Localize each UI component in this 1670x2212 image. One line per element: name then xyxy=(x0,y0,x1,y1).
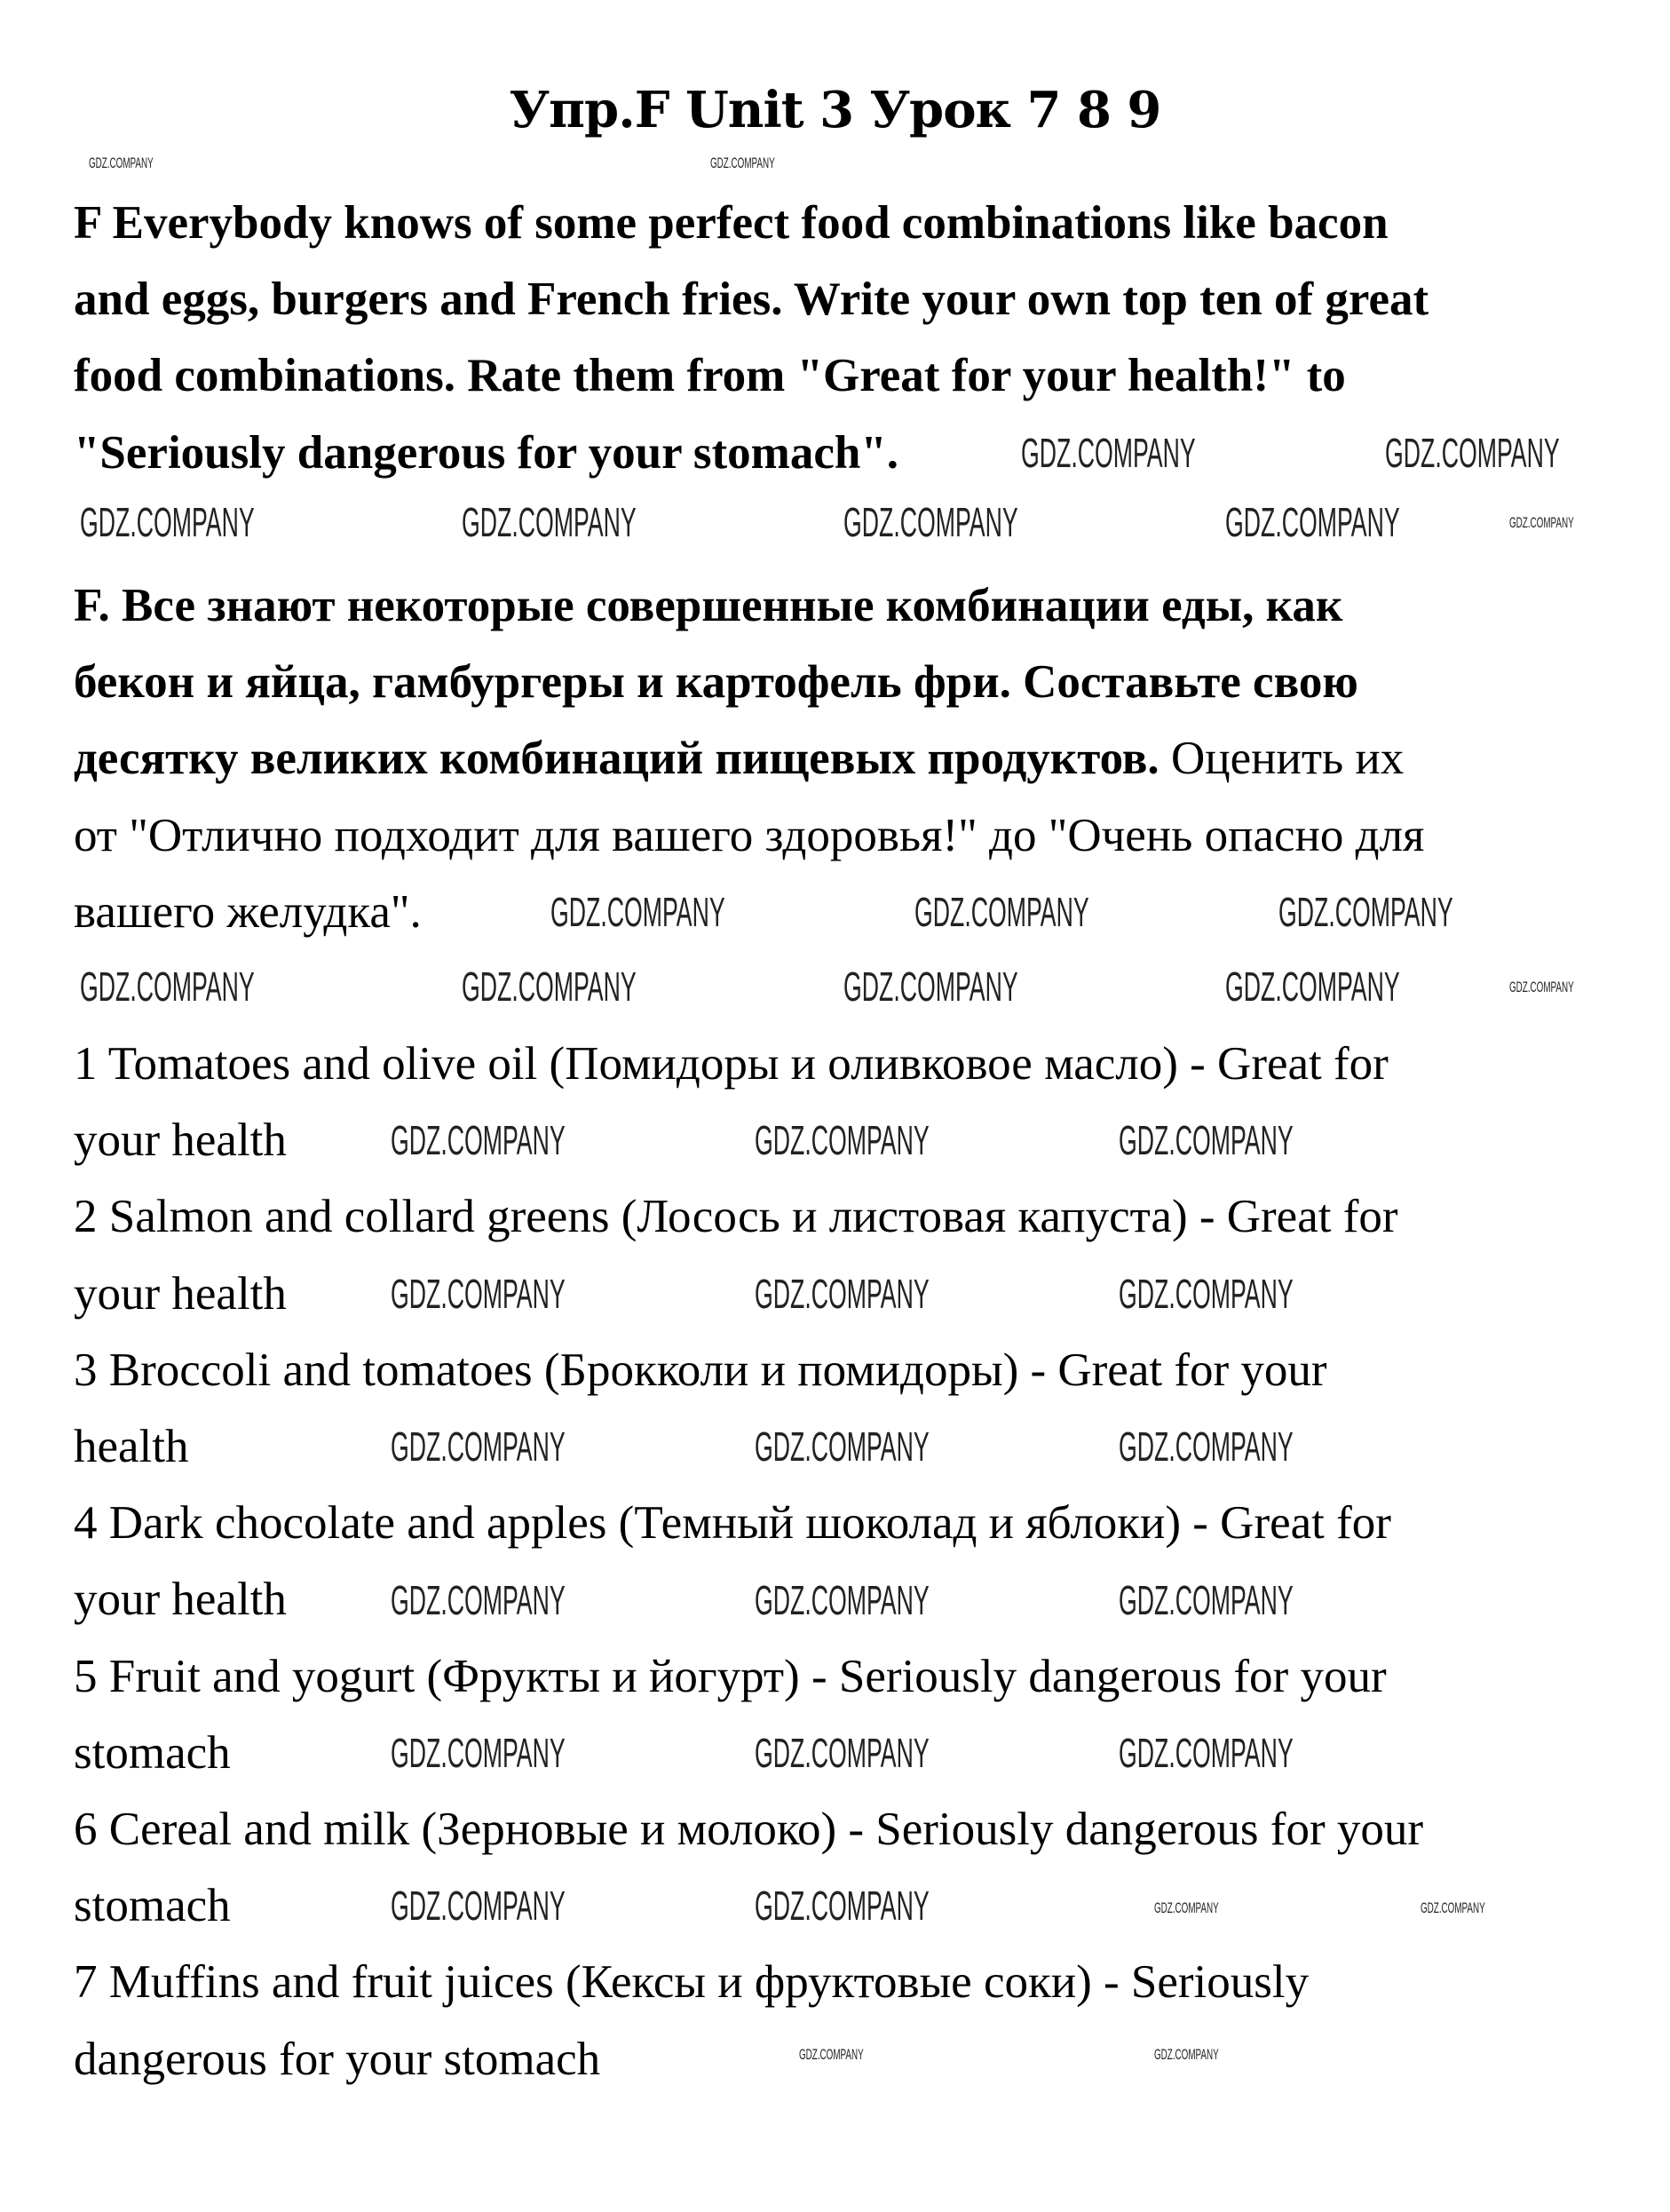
answer-item-line-text: stomach xyxy=(74,1726,231,1779)
answer-item-line-text: dangerous for your stomach xyxy=(74,2033,601,2085)
watermark-text: GDZ.COMPANY xyxy=(1509,979,1574,995)
watermark-text: GDZ.COMPANY xyxy=(755,1117,930,1163)
watermark-text: GDZ.COMPANY xyxy=(1119,1730,1294,1776)
task-en-line-text: F Everybody knows of some perfect food combinations like bacon xyxy=(74,197,1389,249)
watermark-text: GDZ.COMPANY xyxy=(914,889,1089,935)
task-en-line-text: food combinations. Rate them from "Great for your health!" to xyxy=(74,350,1346,402)
answer-item-line-text: 5 Fruit and yogurt (Фрукты и йогурт) - Seriously dangerous for your xyxy=(74,1650,1387,1702)
watermark-text: GDZ.COMPANY xyxy=(755,1730,930,1776)
answer-item-line xyxy=(74,1342,1327,1399)
watermark-text: GDZ.COMPANY xyxy=(1225,499,1400,545)
answer-item-line xyxy=(74,1571,287,1628)
watermark-text: GDZ.COMPANY xyxy=(80,499,255,545)
task-ru-line-text: от "Отлично подходит для вашего здоровья!" до "Очень опасно для xyxy=(74,809,1425,861)
watermark-text: GDZ.COMPANY xyxy=(710,155,775,171)
watermark-text: GDZ.COMPANY xyxy=(1154,1899,1219,1916)
answer-item-line-text: your health xyxy=(74,1114,287,1167)
watermark-text: GDZ.COMPANY xyxy=(1385,430,1560,476)
task-ru-line xyxy=(74,730,1404,787)
page-title: Упр.F Unit 3 Урок 7 8 9 xyxy=(509,81,1161,139)
answer-item-line xyxy=(74,1648,1387,1705)
watermark-text: GDZ.COMPANY xyxy=(755,1577,930,1623)
answer-item-line xyxy=(74,1954,1309,2010)
watermark-text: GDZ.COMPANY xyxy=(89,155,154,171)
watermark-text: GDZ.COMPANY xyxy=(799,2046,864,2063)
watermark-text: GDZ.COMPANY xyxy=(391,1117,566,1163)
answer-item-line xyxy=(74,1188,1398,1245)
answer-item-line-text: your health xyxy=(74,1267,287,1320)
task-ru-line xyxy=(74,884,422,940)
answer-item-line xyxy=(74,1801,1423,1858)
answer-item-line-text: 2 Salmon and collard greens (Лосось и листовая капуста) - Great for xyxy=(74,1191,1398,1243)
task-ru-line-text: десятку великих комбинаций пищевых продуктов. xyxy=(74,733,1160,785)
watermark-text: GDZ.COMPANY xyxy=(391,1577,566,1623)
watermark-text: GDZ.COMPANY xyxy=(1119,1117,1294,1163)
answer-item-line xyxy=(74,2031,600,2088)
watermark-text: GDZ.COMPANY xyxy=(391,1423,566,1470)
answer-item-line-text: your health xyxy=(74,1574,287,1626)
task-ru-line-text: вашего желудка". xyxy=(74,885,422,938)
answer-item-line-text: 3 Broccoli and tomatoes (Брокколи и помидоры) - Great for your xyxy=(74,1344,1327,1396)
task-en-line xyxy=(74,347,1346,404)
watermark-text: GDZ.COMPANY xyxy=(1509,514,1574,531)
answer-item-line xyxy=(74,1112,287,1169)
watermark-text: GDZ.COMPANY xyxy=(1421,1899,1485,1916)
watermark-text: GDZ.COMPANY xyxy=(1278,889,1453,935)
answer-item-line xyxy=(74,1494,1391,1551)
watermark-text: GDZ.COMPANY xyxy=(1154,2046,1219,2063)
answer-item-line-text: 1 Tomatoes and olive oil (Помидоры и оливковое масло) - Great for xyxy=(74,1038,1389,1090)
task-ru-line-text: бекон и яйца, гамбургеры и картофель фри. Составьте свою xyxy=(74,656,1358,709)
answer-item-line-text: health xyxy=(74,1421,189,1472)
answer-item-line-text: 6 Cereal and milk (Зерновые и молоко) - Seriously dangerous for your xyxy=(74,1804,1423,1855)
watermark-text: GDZ.COMPANY xyxy=(843,499,1018,545)
task-en-line xyxy=(74,194,1389,251)
answer-item-line xyxy=(74,1877,231,1934)
watermark-text: GDZ.COMPANY xyxy=(843,963,1018,1010)
watermark-text: GDZ.COMPANY xyxy=(1119,1423,1294,1470)
task-ru-line xyxy=(74,807,1424,864)
task-en-line-text: and eggs, burgers and French fries. Write your own top ten of great xyxy=(74,274,1429,326)
watermark-text: GDZ.COMPANY xyxy=(391,1271,566,1317)
answer-item-line xyxy=(74,1265,287,1322)
answer-item-line xyxy=(74,1035,1389,1092)
watermark-text: GDZ.COMPANY xyxy=(550,889,725,935)
answer-item-line xyxy=(74,1418,189,1475)
watermark-text: GDZ.COMPANY xyxy=(462,963,637,1010)
watermark-text: GDZ.COMPANY xyxy=(80,963,255,1010)
task-en-line xyxy=(74,271,1429,328)
answer-item-line-text: 7 Muffins and fruit juices (Кексы и фруктовые соки) - Seriously xyxy=(74,1956,1310,2009)
task-ru-line-text: F. Все знают некоторые совершенные комбинации еды, как xyxy=(74,580,1343,631)
watermark-text: GDZ.COMPANY xyxy=(1021,430,1196,476)
answer-item-line-text: 4 Dark chocolate and apples (Темный шоколад и яблоки) - Great for xyxy=(74,1497,1391,1550)
watermark-text: GDZ.COMPANY xyxy=(755,1271,930,1317)
answer-item-line-text: stomach xyxy=(74,1880,231,1932)
watermark-text: GDZ.COMPANY xyxy=(1225,963,1400,1010)
watermark-text: GDZ.COMPANY xyxy=(755,1423,930,1470)
watermark-text: GDZ.COMPANY xyxy=(1119,1271,1294,1317)
task-en-line xyxy=(74,424,898,481)
watermark-text: GDZ.COMPANY xyxy=(755,1883,930,1929)
watermark-text: GDZ.COMPANY xyxy=(1119,1577,1294,1623)
task-ru-line xyxy=(74,577,1342,634)
watermark-text: GDZ.COMPANY xyxy=(391,1883,566,1929)
task-en-line-text: "Seriously dangerous for your stomach". xyxy=(74,426,899,479)
watermark-text: GDZ.COMPANY xyxy=(462,499,637,545)
task-ru-instruction-text: Оценить их xyxy=(1159,733,1405,785)
task-ru-line xyxy=(74,654,1358,710)
watermark-text: GDZ.COMPANY xyxy=(391,1730,566,1776)
answer-item-line xyxy=(74,1724,231,1781)
